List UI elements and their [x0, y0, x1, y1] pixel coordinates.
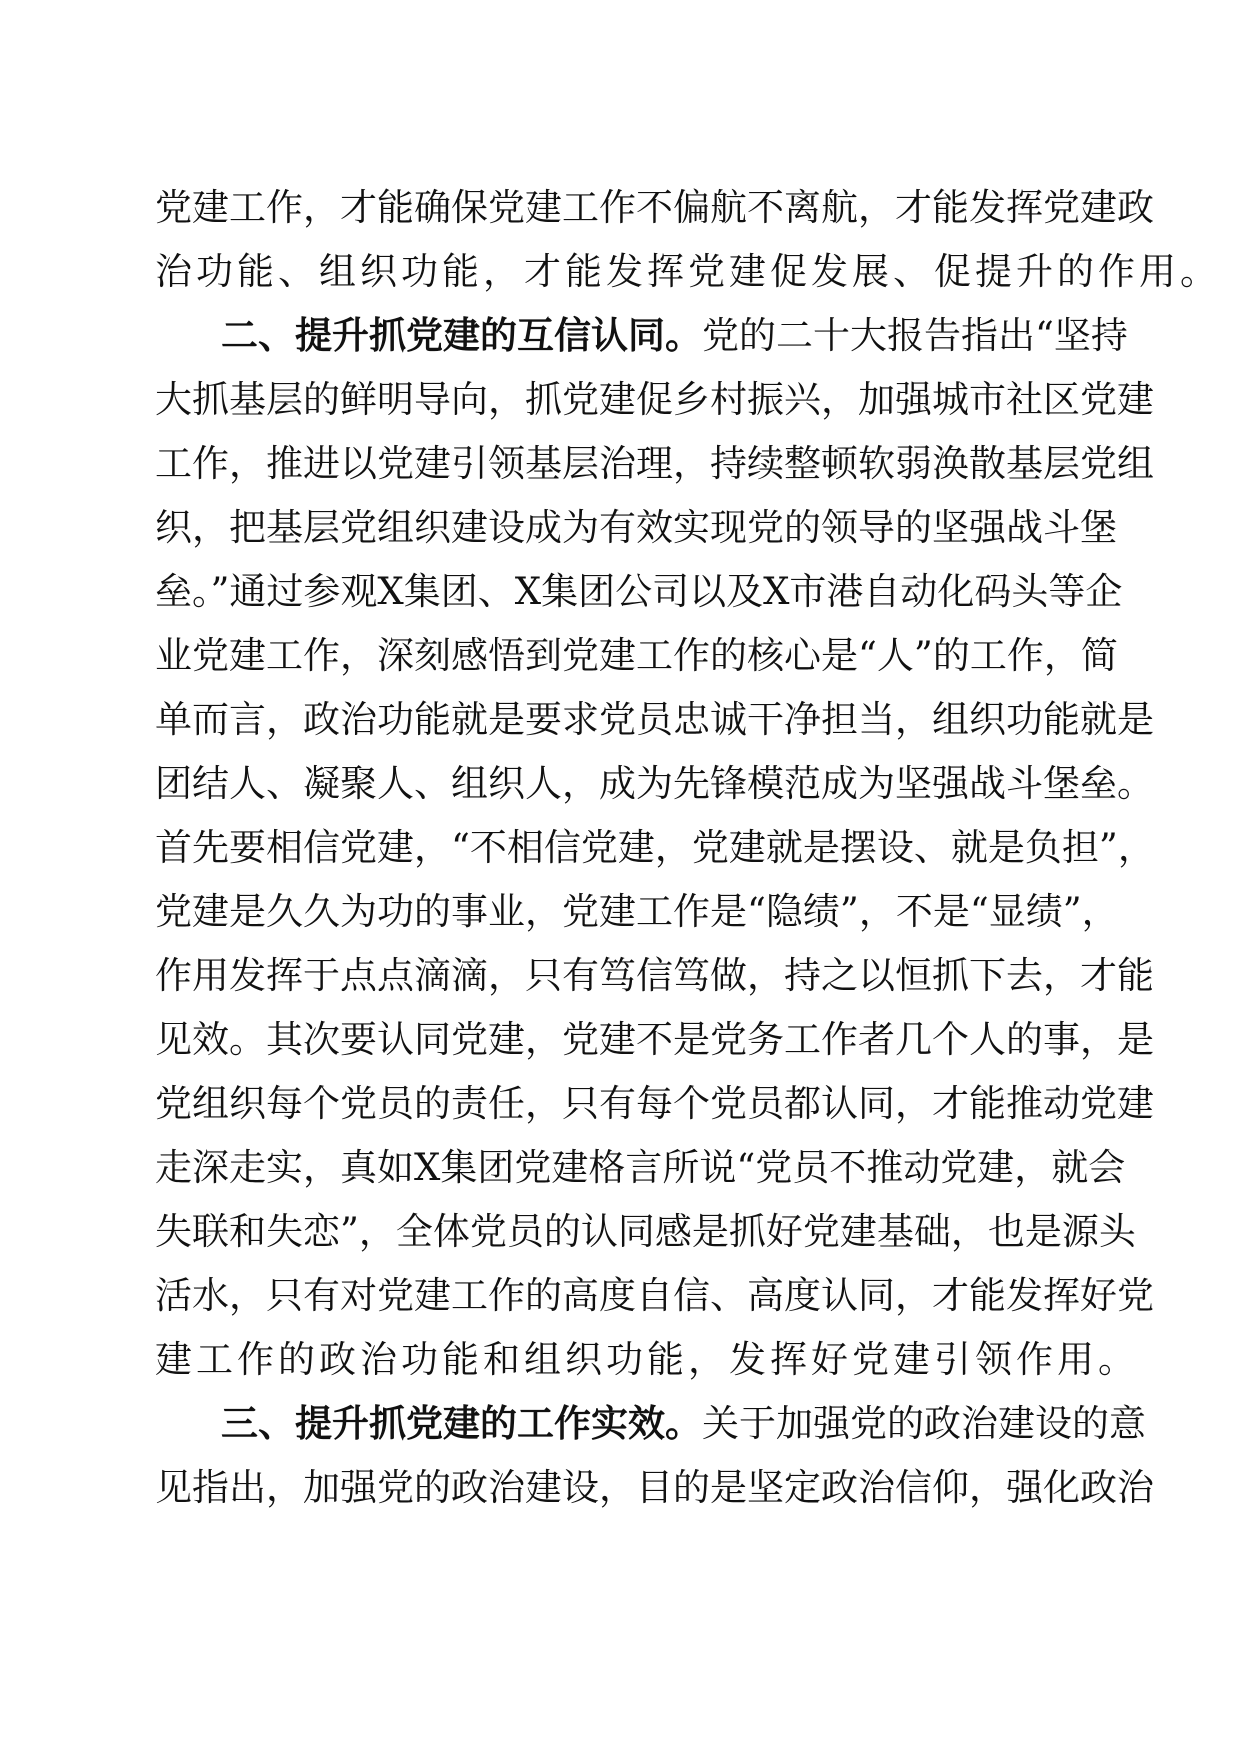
- text-fragment: 党的二十大报告指出“坚持: [702, 314, 1128, 357]
- text-line: 首先要相信党建，“不相信党建，党建就是摆设、就是负担”，: [155, 826, 1155, 869]
- text-line: 作用发挥于点点滴滴，只有笃信笃做，持之以恒抓下去，才能: [155, 954, 1154, 997]
- text-line: 业党建工作，深刻感悟到党建工作的核心是“人”的工作，简: [155, 634, 1118, 677]
- section-heading-3: 三、提升抓党建的工作实效。: [221, 1402, 702, 1445]
- text-line: 见指出，加强党的政治建设，目的是坚定政治信仰，强化政治: [155, 1466, 1154, 1509]
- text-line: 见效。其次要认同党建，党建不是党务工作者几个人的事，是: [155, 1018, 1154, 1061]
- text-line: 团结人、凝聚人、组织人，成为先锋模范成为坚强战斗堡垒。: [155, 762, 1154, 805]
- text-line: 工作，推进以党建引领基层治理，持续整顿软弱涣散基层党组: [155, 442, 1154, 485]
- text-line: 党组织每个党员的责任，只有每个党员都认同，才能推动党建: [155, 1082, 1154, 1125]
- text-line: 建工作的政治功能和组织功能，发挥好党建引领作用。: [155, 1338, 1139, 1381]
- paragraph-2: [155, 314, 1155, 1402]
- text-line: 党建工作，才能确保党建工作不偏航不离航，才能发挥党建政: [155, 186, 1154, 229]
- text-fragment: 关于加强党的政治建设的意: [702, 1402, 1146, 1445]
- paragraph-3: [155, 1402, 1154, 1530]
- text-line: 治功能、组织功能，才能发挥党建促发展、促提升的作用。: [155, 250, 1221, 293]
- document-body: [155, 186, 1221, 1530]
- text-line: [155, 1402, 1146, 1466]
- text-line: 大抓基层的鲜明导向，抓党建促乡村振兴，加强城市社区党建: [155, 378, 1154, 421]
- text-line: [155, 314, 1128, 378]
- text-line: 失联和失恋”，全体党员的认同感是抓好党建基础，也是源头: [155, 1210, 1136, 1253]
- text-line: 党建是久久为功的事业，党建工作是“隐绩”，不是“显绩”，: [155, 890, 1119, 933]
- paragraph-1: [155, 186, 1221, 314]
- text-line: 活水，只有对党建工作的高度自信、高度认同，才能发挥好党: [155, 1274, 1154, 1317]
- text-line: 垒。”通过参观X集团、X集团公司以及X市港自动化码头等企: [155, 570, 1123, 613]
- text-line: 走深走实，真如X集团党建格言所说“党员不推动党建，就会: [155, 1146, 1126, 1189]
- section-heading-2: 二、提升抓党建的互信认同。: [221, 314, 702, 357]
- text-line: 织，把基层党组织建设成为有效实现党的领导的坚强战斗堡: [155, 506, 1117, 549]
- text-line: 单而言，政治功能就是要求党员忠诚干净担当，组织功能就是: [155, 698, 1154, 741]
